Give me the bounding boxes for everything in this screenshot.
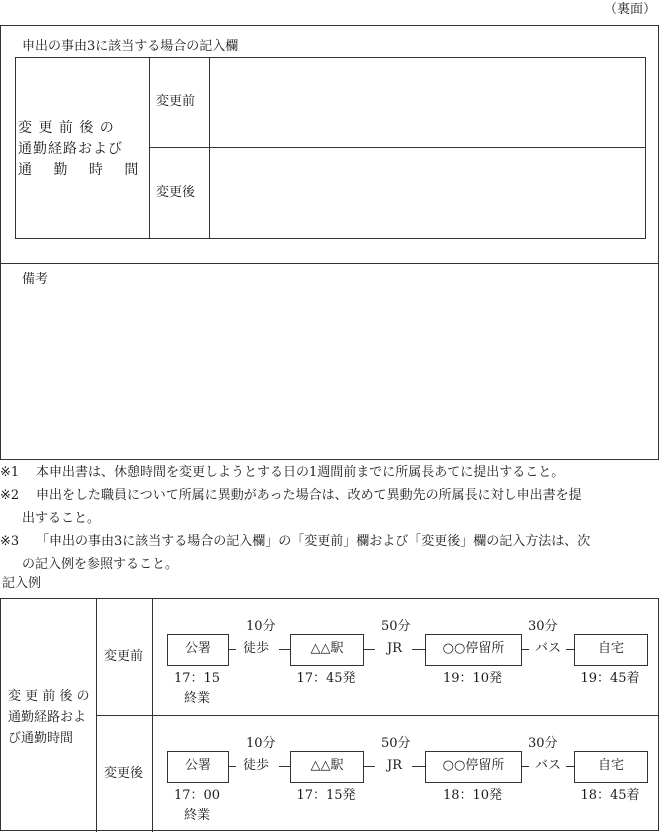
time: 18：10発 <box>442 788 503 803</box>
route-line <box>363 649 375 650</box>
example-row-label-after: 変更後 <box>104 766 144 781</box>
note-mark: ※1 <box>0 465 20 480</box>
example-heading: 記入例 <box>2 576 42 591</box>
route-line <box>521 766 529 767</box>
transport-mode: 徒歩 <box>243 758 270 773</box>
station-box: △△駅 <box>290 634 364 666</box>
station-box: 公署 <box>167 634 229 666</box>
transport-mode: 徒歩 <box>243 641 270 656</box>
row-divider <box>149 147 645 148</box>
transport-mode: JR <box>387 641 402 656</box>
note-text: 「申出の事由3に該当する場合の記入欄」の「変更前」欄および「変更後」欄の記入方法は、次 <box>36 534 591 549</box>
sub-col-divider <box>209 57 210 239</box>
time-sub: 終業 <box>183 691 210 706</box>
page-side-label: （裏面） <box>603 2 656 17</box>
route-line <box>279 649 290 650</box>
example-row-label-line: 通勤経路およ <box>8 710 87 725</box>
row-label-line: 通勤経路および <box>18 141 123 157</box>
duration: 30分 <box>528 736 558 751</box>
example-row-label-line: び通勤時間 <box>8 731 74 746</box>
route-line <box>566 766 574 767</box>
label-col-divider <box>149 57 150 239</box>
transport-mode: バス <box>535 758 562 773</box>
time: 17：15 <box>173 671 221 686</box>
route-line <box>566 649 574 650</box>
route-line <box>412 766 425 767</box>
example-row-label-line: 変 更 前 後 の <box>8 689 90 704</box>
time: 17：45発 <box>296 671 356 686</box>
transport-mode: バス <box>535 641 562 656</box>
route-line <box>279 766 290 767</box>
after-label: 変更後 <box>156 185 196 200</box>
route-line <box>363 766 375 767</box>
before-label: 変更前 <box>156 94 196 109</box>
note-2-cont: 出すること。 <box>22 511 101 526</box>
time: 17：15発 <box>296 788 356 803</box>
section1-title: 申出の事由3に該当する場合の記入欄 <box>22 39 239 54</box>
station-box: 自宅 <box>574 634 648 666</box>
station-box: 自宅 <box>574 751 648 783</box>
remarks-label: 備考 <box>22 272 49 287</box>
route-line <box>228 766 236 767</box>
note-2 <box>0 484 662 507</box>
time: 17：00 <box>173 788 221 803</box>
transport-mode: JR <box>387 758 402 773</box>
time: 19：10発 <box>442 671 503 686</box>
station-box: △△駅 <box>290 751 364 783</box>
time: 18：45着 <box>580 788 640 803</box>
duration: 50分 <box>381 619 411 634</box>
station-box: ○○停留所 <box>425 634 522 666</box>
duration: 10分 <box>246 736 276 751</box>
station-box: 公署 <box>167 751 229 783</box>
note-text: 本申出書は、休憩時間を変更しようとする日の1週間前までに所属長あてに提出すること。 <box>36 465 565 480</box>
route-line <box>228 649 236 650</box>
duration: 10分 <box>246 619 276 634</box>
time: 19：45着 <box>580 671 640 686</box>
note-1 <box>0 461 662 484</box>
route-line <box>412 649 425 650</box>
note-mark: ※3 <box>0 534 20 549</box>
row-label-line: 通 勤 時 間 <box>18 162 140 178</box>
station-box: ○○停留所 <box>425 751 522 783</box>
route-line <box>521 649 529 650</box>
example-row-after <box>0 715 662 832</box>
example-row-before <box>0 598 662 715</box>
row-label <box>18 118 148 181</box>
duration: 30分 <box>528 619 558 634</box>
note-text: 申出をした職員について所属に異動があった場合は、改めて異動先の所属長に対し申出書を提 <box>36 488 582 503</box>
time-sub: 終業 <box>183 808 210 823</box>
row-label-line: 変 更 前 後 の <box>18 120 115 136</box>
remarks-divider <box>0 263 659 264</box>
note-3 <box>0 530 662 553</box>
note-mark: ※2 <box>0 488 20 503</box>
example-row-label-before: 変更前 <box>104 649 144 664</box>
duration: 50分 <box>381 736 411 751</box>
note-3-cont: の記入例を参照すること。 <box>22 557 179 572</box>
notes <box>0 461 662 576</box>
